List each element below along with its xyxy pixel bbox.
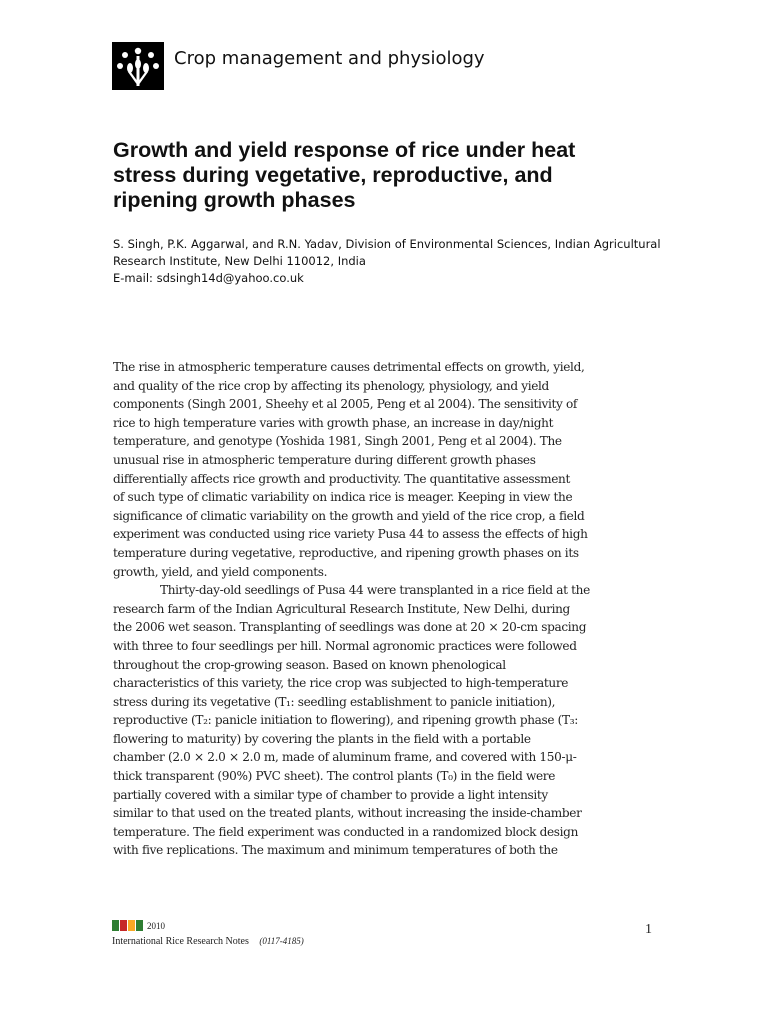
body-line: thick transparent (90%) PVC sheet). The control plants (T₀) in the field were: [113, 769, 556, 784]
journal-issn: (0117-4185): [259, 936, 304, 946]
email-line: E-mail: sdsingh14d@yahoo.co.uk: [113, 271, 304, 285]
authors-line: S. Singh, P.K. Aggarwal, and R.N. Yadav, Division of Environmental Sciences, Indian Agricultural: [113, 237, 661, 251]
body-line: temperature during vegetative, reproductive, and ripening growth phases on its: [113, 545, 579, 560]
body-line: unusual rise in atmospheric temperature during different growth phases: [113, 452, 536, 467]
body-line: Thirty-day-old seedlings of Pusa 44 were transplanted in a rice field at the: [160, 583, 590, 598]
page-header: [112, 42, 485, 90]
title-line: ripening growth phases: [113, 188, 356, 212]
body-line: stress during its vegetative (T₁: seedling establishment to panicle initiation),: [113, 694, 556, 709]
body-line: research farm of the Indian Agricultural Research Institute, New Delhi, during: [113, 601, 570, 616]
body-line: components (Singh 2001, Sheehy et al 2005, Peng et al 2004). The sensitivity of: [113, 397, 578, 412]
article-body: [113, 358, 653, 860]
page-number: 1: [645, 922, 652, 937]
journal-citation: [112, 936, 304, 947]
affiliation-line: Research Institute, New Delhi 110012, India: [113, 254, 366, 268]
body-line: the 2006 wet season. Transplanting of seedlings was done at 20 × 20-cm spacing: [113, 620, 587, 635]
body-line: reproductive (T₂: panicle initiation to flowering), and ripening growth phase (T₃:: [113, 713, 578, 728]
journal-badge: [112, 920, 165, 931]
body-line: of such type of climatic variability on indica rice is meager. Keeping in view the: [113, 490, 573, 505]
body-line: characteristics of this variety, the rice crop was subjected to high-temperature: [113, 676, 569, 691]
body-line: flowering to maturity) by covering the plants in the field with a portable: [113, 731, 531, 746]
body-line: The rise in atmospheric temperature causes detrimental effects on growth, yield,: [113, 360, 585, 374]
irrn-logo-icon: [112, 920, 143, 931]
article-title: [113, 138, 653, 213]
body-line: temperature. The field experiment was conducted in a randomized block design: [113, 824, 579, 839]
body-line: throughout the crop-growing season. Based on known phenological: [113, 657, 506, 672]
body-line: with five replications. The maximum and minimum temperatures of both the: [113, 843, 558, 858]
title-line: Growth and yield response of rice under heat: [113, 138, 576, 162]
section-title: Crop management and physiology: [174, 47, 485, 69]
body-line: experiment was conducted using rice variety Pusa 44 to assess the effects of high: [113, 527, 588, 542]
title-line: stress during vegetative, reproductive, and: [113, 163, 553, 187]
body-line: rice to high temperature varies with growth phase, an increase in day/night: [113, 415, 554, 430]
body-line: similar to that used on the treated plants, without increasing the inside-chamber: [113, 806, 582, 821]
author-affiliation: [113, 236, 661, 287]
body-line: partially covered with a similar type of chamber to provide a light intensity: [113, 787, 548, 802]
body-line: with three to four seedlings per hill. Normal agronomic practices were followed: [113, 638, 577, 653]
irri-logo-icon: [112, 42, 164, 90]
body-line: differentially affects rice growth and productivity. The quantitative assessment: [113, 471, 570, 486]
body-line: significance of climatic variability on the growth and yield of the rice crop, a field: [113, 508, 585, 523]
journal-name: International Rice Research Notes: [112, 936, 249, 947]
body-line: and quality of the rice crop by affecting its phenology, physiology, and yield: [113, 378, 549, 393]
body-line: growth, yield, and yield components.: [113, 564, 328, 579]
body-line: chamber (2.0 × 2.0 × 2.0 m, made of aluminum frame, and covered with 150-μ-: [113, 750, 577, 765]
body-line: temperature, and genotype (Yoshida 1981, Singh 2001, Peng et al 2004). The: [113, 434, 562, 449]
badge-year: 2010: [147, 920, 165, 931]
